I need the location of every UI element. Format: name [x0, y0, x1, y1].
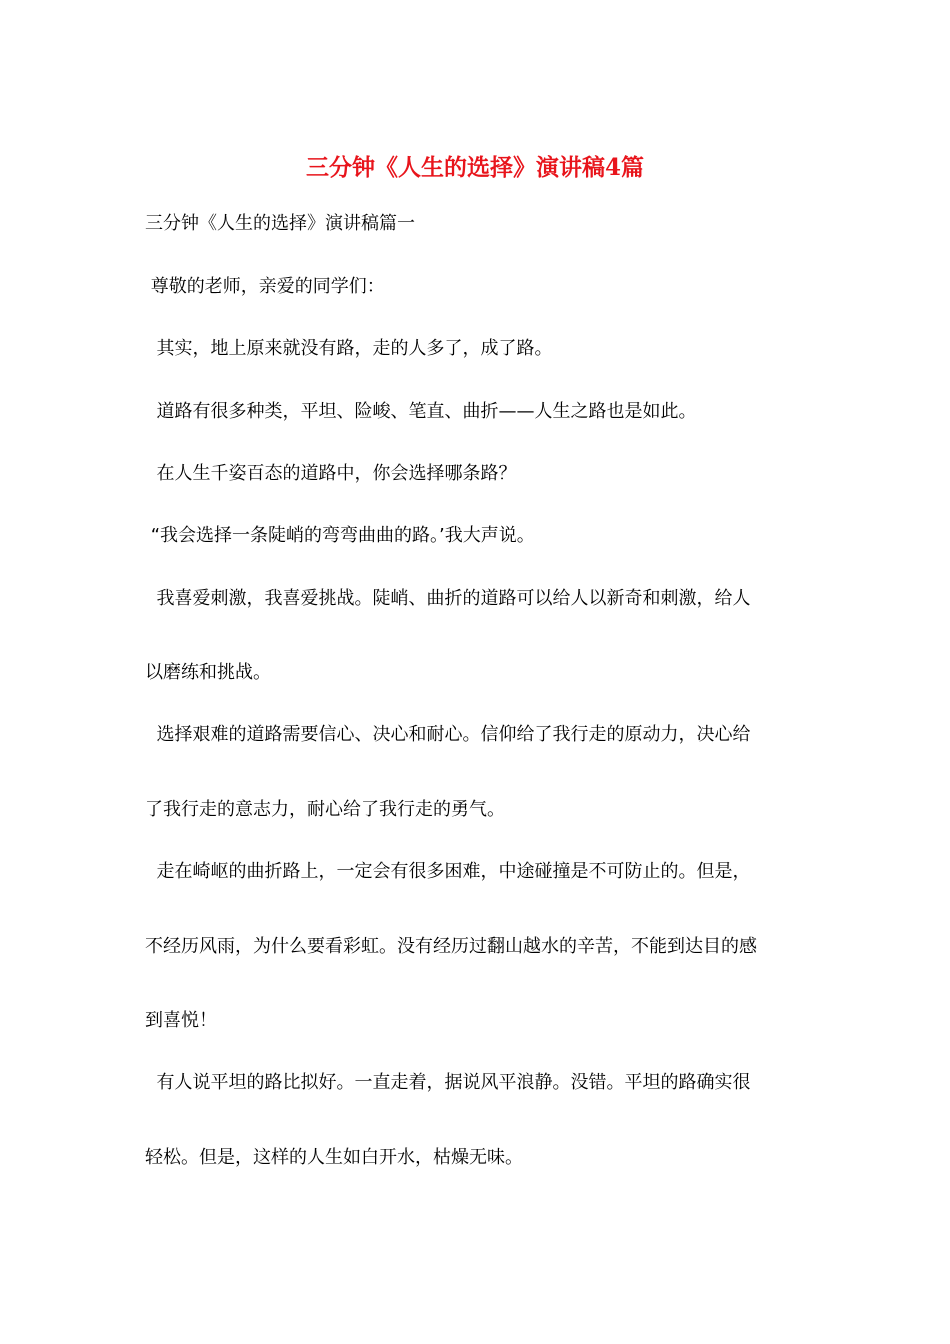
paragraph-line: 我喜爱刺激，我喜爱挑战。陡峭、曲折的道路可以给人以新奇和刺激，给人 [145, 588, 751, 609]
document-title: 三分钟《人生的选择》演讲稿4篇 [305, 154, 644, 181]
paragraph-line: 有人说平坦的路比拟好。一直走着，据说风平浪静。没错。平坦的路确实很 [145, 1072, 751, 1093]
paragraph-line: 轻松。但是，这样的人生如白开水，枯燥无味。 [145, 1147, 523, 1168]
paragraph-line: 选择艰难的道路需要信心、决心和耐心。信仰给了我行走的原动力，决心给 [145, 724, 751, 745]
paragraph-line: “我会选择一条陡峭的弯弯曲曲的路。’我大声说。 [145, 525, 535, 546]
paragraph-line: 到喜悦！ [145, 1010, 217, 1031]
paragraph-line: 其实，地上原来就没有路，走的人多了，成了路。 [145, 338, 553, 359]
salutation-line: 尊敬的老师，亲爱的同学们： [145, 276, 385, 297]
paragraph-line: 道路有很多种类，平坦、险峻、笔直、曲折——人生之路也是如此。 [145, 401, 697, 422]
paragraph-line: 走在崎岖的曲折路上，一定会有很多困难，中途碰撞是不可防止的。但是， [145, 861, 751, 882]
section-heading: 三分钟《人生的选择》演讲稿篇一 [145, 213, 415, 234]
paragraph-line: 以磨练和挑战。 [145, 662, 271, 683]
paragraph-line: 了我行走的意志力，耐心给了我行走的勇气。 [145, 799, 505, 820]
paragraph-line: 在人生千姿百态的道路中，你会选择哪条路？ [145, 463, 517, 484]
paragraph-line: 不经历风雨，为什么要看彩虹。没有经历过翻山越水的辛苦，不能到达目的感 [145, 936, 757, 957]
